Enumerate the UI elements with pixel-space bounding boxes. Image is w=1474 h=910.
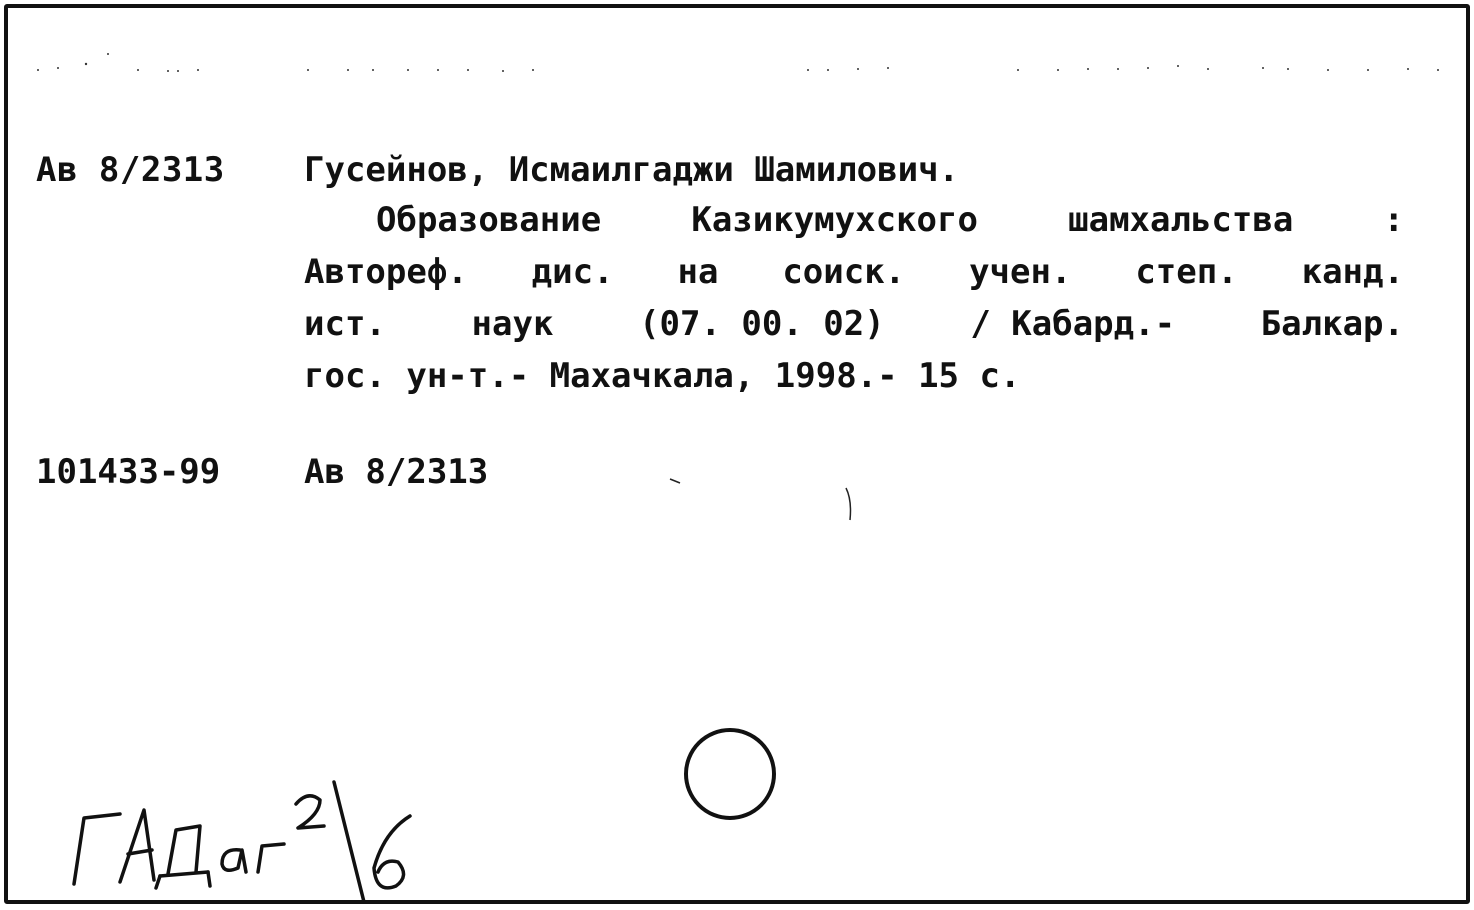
description-word: Образование [376,200,602,240]
description-word: учен. [969,252,1072,292]
description-line-3 [304,298,1404,350]
description-word: гос. ун-т.- Махачкала, 1998.- 15 с. [304,356,1021,396]
description-word: / Кабард.- [970,304,1176,344]
catalog-card [4,4,1470,904]
description-word: дис. [531,252,614,292]
scan-noise-dots [28,48,1448,78]
inventory-number: 101433-99 [36,452,221,492]
description-word: степ. [1135,252,1238,292]
handwritten-note [58,776,438,906]
description-word: ист. [304,304,386,344]
call-number: Ав 8/2313 [36,150,225,190]
punch-hole [684,728,776,820]
description-word: (07. 00. 02) [639,304,885,344]
description-word: канд. [1301,252,1404,292]
description-word: Казикумухского [691,200,978,240]
description-word: соиск. [782,252,906,292]
description-line-1 [304,194,1404,246]
scan-speck [842,486,858,526]
shelf-mark: Ав 8/2313 [304,452,489,492]
bibliographic-description [304,194,1404,402]
scan-speck [668,476,688,486]
author-heading: Гусейнов, Исмаилгаджи Шамилович. [304,150,960,190]
description-word: наук [471,304,554,344]
description-word: Балкар. [1260,304,1404,344]
description-word: шамхальства [1068,200,1294,240]
description-line-2 [304,246,1404,298]
description-word: : [1383,200,1404,240]
description-word: Автореф. [304,252,468,292]
description-word: на [677,252,719,292]
description-line-4 [304,350,1404,402]
